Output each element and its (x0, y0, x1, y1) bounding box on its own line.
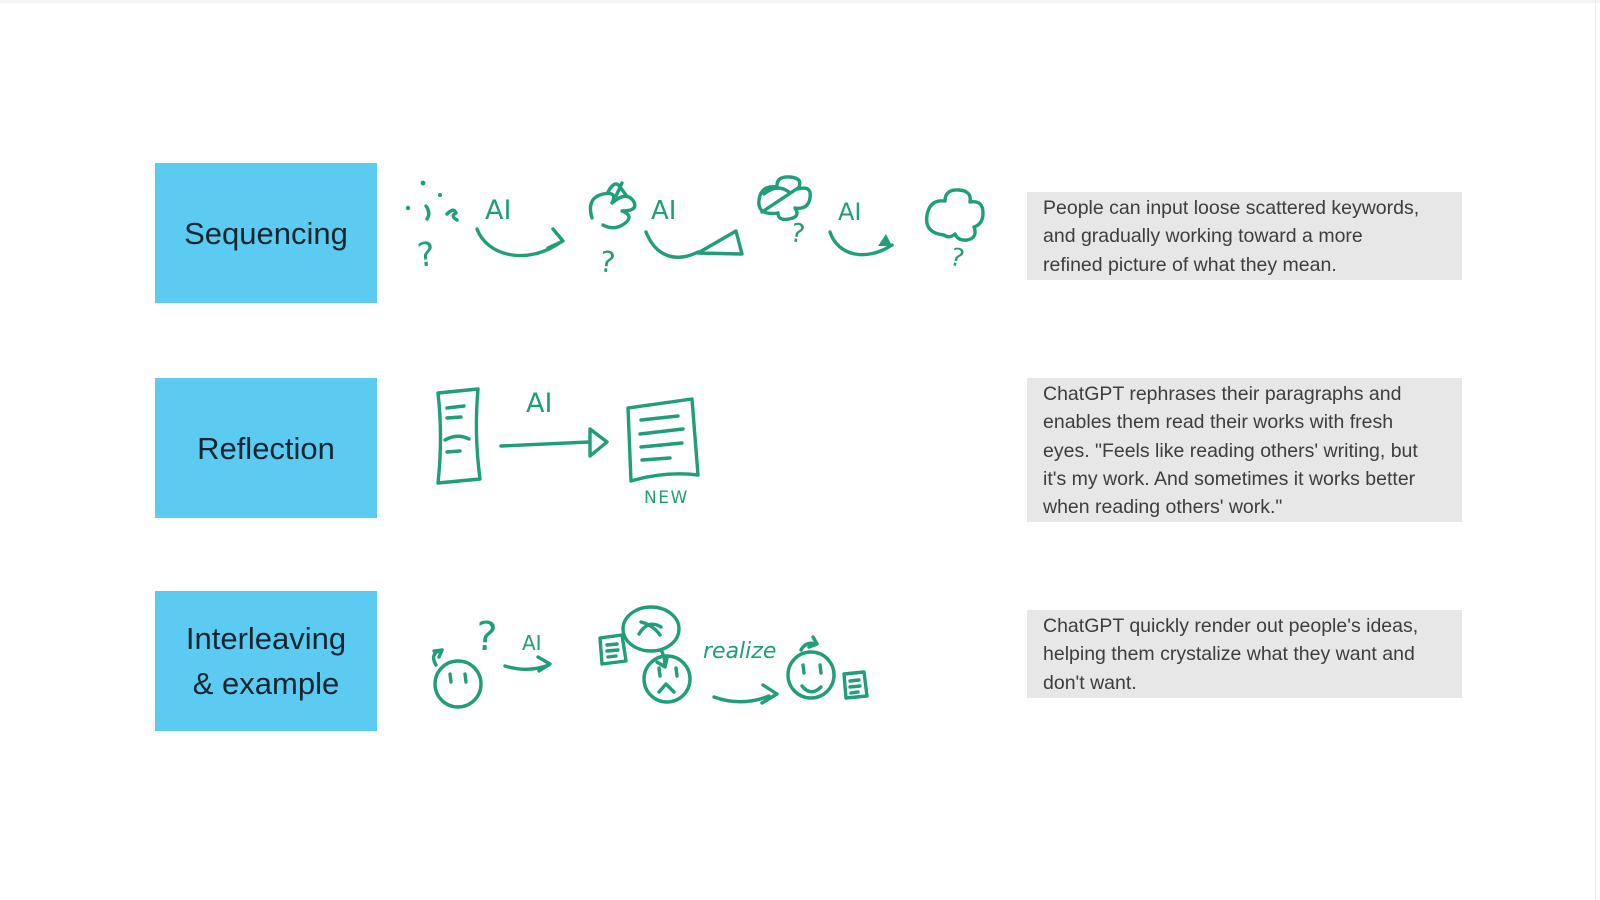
example-document-doodle (600, 635, 626, 664)
kept-document-doodle (844, 672, 867, 698)
question-mark-icon: ? (474, 613, 499, 661)
question-mark-icon: ? (415, 234, 437, 275)
curved-arrow-icon (830, 232, 892, 255)
sequencing-label: Sequencing (184, 215, 348, 251)
question-mark-icon: ? (947, 241, 968, 274)
sequencing-sketch[interactable] (395, 172, 995, 287)
ai-label: AI (526, 388, 553, 419)
page-top-edge (0, 0, 1600, 3)
example-label: & example (192, 666, 340, 701)
arrow-icon (505, 657, 550, 671)
reflection-label-card[interactable] (155, 378, 377, 518)
refined-blob-doodle (927, 190, 983, 240)
question-mark-icon: ? (597, 244, 618, 280)
interleaving-label: Interleaving (185, 621, 347, 656)
straight-arrow-icon (501, 429, 607, 456)
scattered-dots-doodle (406, 181, 457, 220)
ai-label: AI (485, 195, 512, 226)
ai-label: AI (522, 631, 542, 655)
denser-idea-doodle (759, 177, 810, 219)
interleaving-example-label-card[interactable] (155, 591, 377, 731)
reflection-note[interactable]: ChatGPT rephrases their paragraphs and enables them read their works with fresh eyes. "Feels like reading others' writing, but it's my work. And sometimes it works better when reading others' work." (1027, 378, 1462, 522)
ai-label: AI (651, 196, 677, 226)
rough-idea-doodle (590, 183, 634, 228)
new-document-doodle (628, 399, 698, 481)
reflection-sketch[interactable] (425, 382, 725, 517)
curved-arrow-icon (477, 229, 563, 256)
realize-label: realize (703, 639, 777, 664)
arrow-icon (714, 685, 777, 703)
interleaving-note[interactable]: ChatGPT quickly render out people's ideas, helping them crystalize what they want and don't want. (1027, 610, 1462, 698)
draft-document-doodle (438, 389, 480, 483)
sequencing-note[interactable]: People can input loose scattered keywords, and gradually working toward a more refined picture of what they mean. (1027, 192, 1462, 280)
page-right-edge (1595, 0, 1596, 900)
ai-label: AI (838, 198, 862, 226)
reflection-label: Reflection (197, 430, 335, 466)
sequencing-label-card[interactable] (155, 163, 377, 303)
new-label: NEW (644, 488, 689, 508)
curved-arrow-icon (646, 231, 742, 257)
question-mark-icon: ? (788, 218, 807, 251)
interleaving-sketch[interactable] (420, 598, 880, 723)
happy-person-doodle (788, 637, 834, 698)
